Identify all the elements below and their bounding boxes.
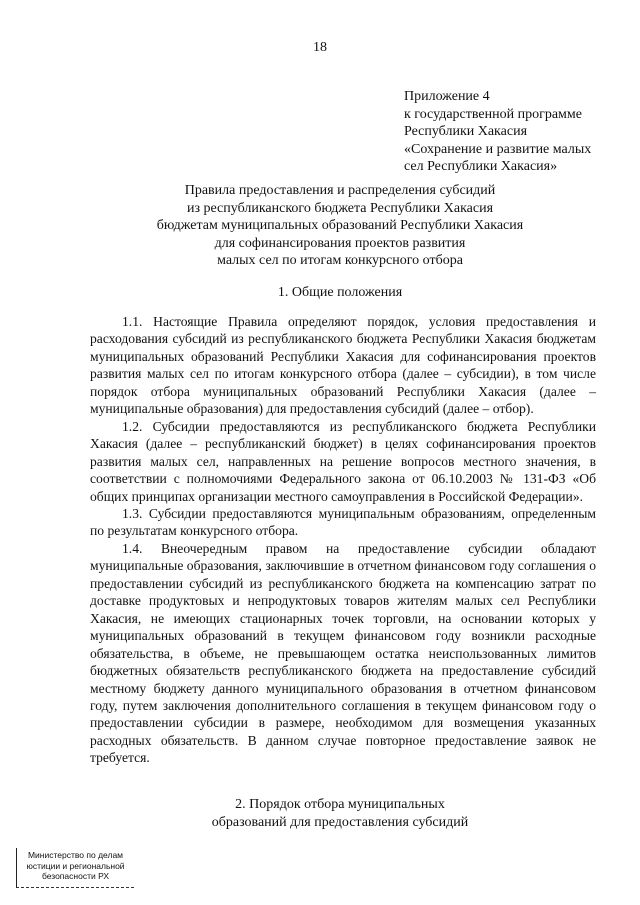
stamp-line: юстиции и региональной xyxy=(26,860,125,871)
paragraph-1-2: 1.2. Субсидии предоставляются из республиканского бюджета Республики Хакасия (далее – республиканский бюджет) в целях софинансирования проектов развития малых сел, направленных на решение вопросов местного значения, в соответствии с полномочиями Федерального закона от 06.10.2003 № 131-ФЗ «Об общих принципах организации местного самоуправления в Российской Федерации». xyxy=(90,418,596,504)
document-title xyxy=(60,182,620,270)
appendix-line: «Сохранение и развитие малых xyxy=(404,141,592,157)
title-line: Правила предоставления и распределения субсидий xyxy=(184,183,496,198)
appendix-line: Приложение 4 xyxy=(404,89,490,104)
appendix-line: сел Республики Хакасия» xyxy=(404,159,558,174)
section-2-heading-line: образований для предоставления субсидий xyxy=(211,814,469,830)
title-line: для софинансирования проектов развития xyxy=(214,235,466,251)
stamp-line: безопасности РХ xyxy=(41,871,110,881)
title-line: бюджетам муниципальных образований Республики Хакасия xyxy=(156,218,524,233)
paragraph-1-3: 1.3. Субсидии предоставляются муниципальным образованиям, определенным по результатам конкурсного отбора. xyxy=(90,505,596,539)
title-line: из республиканского бюджета Республики Хакасия xyxy=(186,200,494,216)
paragraph-1-4: 1.4. Внеочередным правом на предоставление субсидии обладают муниципальные образования, заключившие в отчетном финансовом году соглашения о предоставлении субсидий из республиканского бюджета на компенсацию затрат по доставке продуктовых и непродуктовых товаров жителям малых сел Республики Хакасия, не имеющих стационарных точек торговли, на основании которых у муниципальных образований в текущем финансовом году возникли расходные обязательства, в объеме, не превышающем остатка неиспользованных лимитов бюджетных обязательств республиканского бюджета на предоставление субсидий местному бюджету данного муниципального образования в отчетном финансовом году, путем заключения дополнительного соглашения в текущем финансовом году о предоставлении субсидии в размере, необходимом для возмещения указанных расходных обязательств. В данном случае повторное предоставление заявок не требуется. xyxy=(90,540,596,766)
section-2-heading-line: 2. Порядок отбора муниципальных xyxy=(235,797,445,812)
section-1-body xyxy=(90,313,596,767)
appendix-block xyxy=(404,88,634,176)
ministry-stamp xyxy=(16,848,134,888)
appendix-line: к государственной программе xyxy=(404,106,582,122)
title-line: малых сел по итогам конкурсного отбора xyxy=(217,253,463,268)
section-1-heading: 1. Общие положения xyxy=(277,285,403,300)
section-2-heading xyxy=(60,796,620,831)
paragraph-1-1: 1.1. Настоящие Правила определяют порядок, условия предоставления и расходования субсидий из республиканского бюджета Республики Хакасия бюджетам муниципальных образований Республики Хакасия для софинансирования проектов развития малых сел по итогам конкурсного отбора (далее – субсидии), в том числе порядок отбора муниципальных образований Республики Хакасия (далее – муниципальные образования) для предоставления субсидий (далее – отбор). xyxy=(90,314,596,417)
page-number: 18 xyxy=(313,40,327,55)
appendix-line: Республики Хакасия xyxy=(404,124,528,139)
stamp-line: Министерство по делам xyxy=(27,850,124,860)
